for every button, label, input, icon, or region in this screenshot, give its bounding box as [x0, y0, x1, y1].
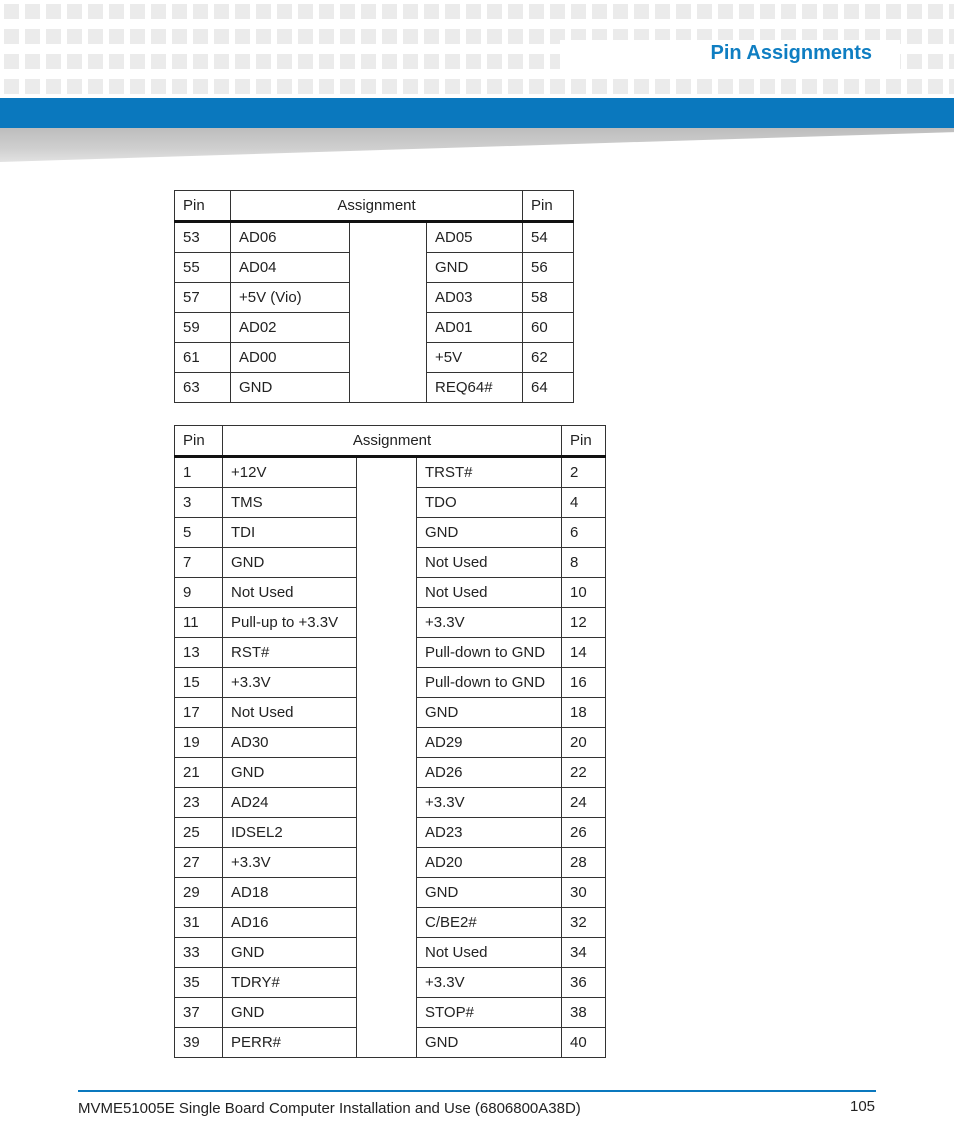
connector-gap-cell — [357, 457, 417, 1058]
header-blue-bar — [0, 98, 954, 128]
signal-right-cell: AD05 — [427, 222, 523, 253]
signal-right-cell: GND — [417, 518, 562, 548]
table-header-row — [175, 191, 574, 222]
signal-right-cell: GND — [417, 878, 562, 908]
page-number: 105 — [850, 1098, 876, 1115]
pin-right-cell: 24 — [562, 788, 606, 818]
signal-right-cell: C/BE2# — [417, 908, 562, 938]
signal-left-cell: +12V — [223, 457, 357, 488]
pin-right-cell: 28 — [562, 848, 606, 878]
pin-left-cell: 25 — [175, 818, 223, 848]
pin-left-cell: 21 — [175, 758, 223, 788]
pin-left-cell: 63 — [175, 373, 231, 403]
signal-left-cell: AD18 — [223, 878, 357, 908]
pin-right-cell: 56 — [523, 253, 574, 283]
table-header-row — [175, 426, 606, 457]
table-row — [175, 457, 606, 488]
pin-left-cell: 27 — [175, 848, 223, 878]
signal-left-cell: AD04 — [231, 253, 350, 283]
pin-right-cell: 32 — [562, 908, 606, 938]
pin-assignment-table-1 — [174, 190, 574, 403]
signal-left-cell: AD16 — [223, 908, 357, 938]
signal-left-cell: GND — [223, 938, 357, 968]
pin-left-cell: 39 — [175, 1028, 223, 1058]
signal-left-cell: GND — [223, 998, 357, 1028]
signal-left-cell: Pull-up to +3.3V — [223, 608, 357, 638]
signal-left-cell: +3.3V — [223, 848, 357, 878]
pin-right-cell: 22 — [562, 758, 606, 788]
signal-right-cell: AD03 — [427, 283, 523, 313]
pin-left-cell: 37 — [175, 998, 223, 1028]
pin-left-cell: 53 — [175, 222, 231, 253]
pin-left-cell: 3 — [175, 488, 223, 518]
signal-left-cell: Not Used — [223, 698, 357, 728]
pin-right-cell: 20 — [562, 728, 606, 758]
pin-right-cell: 18 — [562, 698, 606, 728]
header-pin-right: Pin — [523, 191, 574, 222]
page-title: Pin Assignments — [710, 42, 872, 64]
pin-right-cell: 16 — [562, 668, 606, 698]
pin-left-cell: 15 — [175, 668, 223, 698]
header-pin-left: Pin — [175, 426, 223, 457]
signal-left-cell: GND — [231, 373, 350, 403]
signal-right-cell: GND — [427, 253, 523, 283]
signal-right-cell: AD29 — [417, 728, 562, 758]
pin-left-cell: 5 — [175, 518, 223, 548]
signal-right-cell: AD01 — [427, 313, 523, 343]
header-assignment: Assignment — [231, 191, 523, 222]
signal-right-cell: REQ64# — [427, 373, 523, 403]
pin-right-cell: 26 — [562, 818, 606, 848]
pin-right-cell: 8 — [562, 548, 606, 578]
pin-left-cell: 1 — [175, 457, 223, 488]
pin-right-cell: 4 — [562, 488, 606, 518]
footer-rule — [78, 1090, 876, 1092]
signal-left-cell: TMS — [223, 488, 357, 518]
signal-left-cell: AD24 — [223, 788, 357, 818]
signal-right-cell: +3.3V — [417, 968, 562, 998]
footer-document-title: MVME51005E Single Board Computer Installation and Use (6806800A38D) — [78, 1100, 581, 1117]
pin-right-cell: 10 — [562, 578, 606, 608]
pin-right-cell: 58 — [523, 283, 574, 313]
signal-right-cell: GND — [417, 698, 562, 728]
signal-right-cell: Not Used — [417, 938, 562, 968]
pin-left-cell: 9 — [175, 578, 223, 608]
signal-left-cell: IDSEL2 — [223, 818, 357, 848]
pin-right-cell: 30 — [562, 878, 606, 908]
signal-right-cell: +5V — [427, 343, 523, 373]
signal-right-cell: Not Used — [417, 578, 562, 608]
pin-left-cell: 11 — [175, 608, 223, 638]
signal-right-cell: +3.3V — [417, 788, 562, 818]
signal-left-cell: PERR# — [223, 1028, 357, 1058]
pin-right-cell: 34 — [562, 938, 606, 968]
pin-right-cell: 64 — [523, 373, 574, 403]
pin-right-cell: 60 — [523, 313, 574, 343]
pin-left-cell: 17 — [175, 698, 223, 728]
signal-right-cell: AD20 — [417, 848, 562, 878]
pin-left-cell: 55 — [175, 253, 231, 283]
signal-right-cell: Pull-down to GND — [417, 638, 562, 668]
pin-right-cell: 40 — [562, 1028, 606, 1058]
pin-left-cell: 19 — [175, 728, 223, 758]
signal-left-cell: Not Used — [223, 578, 357, 608]
signal-right-cell: Pull-down to GND — [417, 668, 562, 698]
pin-assignment-table-2 — [174, 425, 606, 1058]
pin-right-cell: 2 — [562, 457, 606, 488]
pin-left-cell: 59 — [175, 313, 231, 343]
signal-left-cell: TDRY# — [223, 968, 357, 998]
pin-left-cell: 31 — [175, 908, 223, 938]
pin-right-cell: 54 — [523, 222, 574, 253]
pin-right-cell: 38 — [562, 998, 606, 1028]
pin-left-cell: 23 — [175, 788, 223, 818]
header-pin-left: Pin — [175, 191, 231, 222]
signal-right-cell: +3.3V — [417, 608, 562, 638]
signal-left-cell: AD30 — [223, 728, 357, 758]
signal-right-cell: TDO — [417, 488, 562, 518]
pin-right-cell: 12 — [562, 608, 606, 638]
signal-right-cell: GND — [417, 1028, 562, 1058]
pin-right-cell: 36 — [562, 968, 606, 998]
pin-left-cell: 35 — [175, 968, 223, 998]
pin-left-cell: 61 — [175, 343, 231, 373]
signal-left-cell: GND — [223, 548, 357, 578]
signal-left-cell: GND — [223, 758, 357, 788]
signal-left-cell: AD02 — [231, 313, 350, 343]
signal-left-cell: AD06 — [231, 222, 350, 253]
pin-left-cell: 33 — [175, 938, 223, 968]
signal-left-cell: TDI — [223, 518, 357, 548]
connector-gap-cell — [350, 222, 427, 403]
header-gray-wedge — [0, 128, 954, 162]
signal-left-cell: +3.3V — [223, 668, 357, 698]
signal-right-cell: TRST# — [417, 457, 562, 488]
signal-left-cell: +5V (Vio) — [231, 283, 350, 313]
signal-right-cell: STOP# — [417, 998, 562, 1028]
signal-left-cell: RST# — [223, 638, 357, 668]
signal-right-cell: AD23 — [417, 818, 562, 848]
signal-right-cell: AD26 — [417, 758, 562, 788]
pin-left-cell: 7 — [175, 548, 223, 578]
table-row — [175, 222, 574, 253]
signal-right-cell: Not Used — [417, 548, 562, 578]
header-pin-right: Pin — [562, 426, 606, 457]
pin-right-cell: 14 — [562, 638, 606, 668]
pin-right-cell: 6 — [562, 518, 606, 548]
pin-left-cell: 29 — [175, 878, 223, 908]
header-assignment: Assignment — [223, 426, 562, 457]
pin-right-cell: 62 — [523, 343, 574, 373]
pin-left-cell: 13 — [175, 638, 223, 668]
pin-left-cell: 57 — [175, 283, 231, 313]
signal-left-cell: AD00 — [231, 343, 350, 373]
